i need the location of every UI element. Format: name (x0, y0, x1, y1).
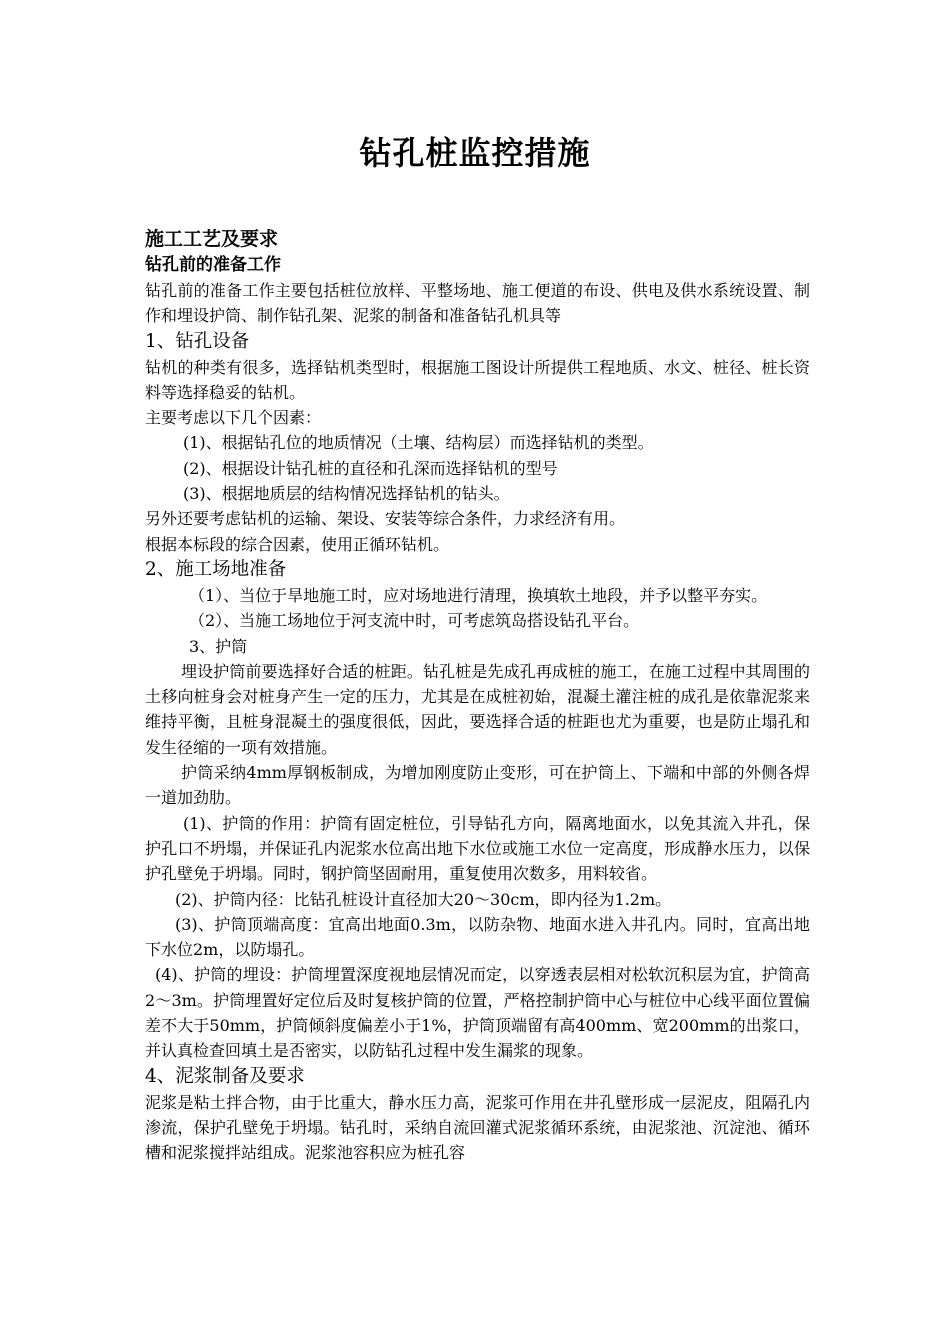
section-heading: 施工工艺及要求 (145, 228, 279, 250)
document-title: 钻孔桩监控措施 (359, 134, 591, 172)
subsection-heading: 钻孔前的准备工作 (145, 255, 281, 275)
heading-drilling-equipment: 1、钻孔设备 (145, 330, 250, 352)
paragraph: 埋设护筒前要选择好合适的桩距。钻孔桩是先成孔再成桩的施工，在施工过程中其周围的土移向桩身会对桩身产生一定的压力，尤其是在成桩初始，混凝土灌注桩的成孔是依靠泥浆来维持平衡，且桩身混凝土的强度很低，因此，要选择合适的桩距也尤为重要，也是防止塌孔和发生径缩的一项有效措施。 (145, 661, 810, 757)
paragraph: 钻孔前的准备工作主要包括桩位放样、平整场地、施工便道的布设、供电及供水系统设置、制作和埋设护筒、制作钻孔架、泥浆的制备和准备钻孔机具等 (145, 281, 810, 326)
document-body (145, 226, 810, 1166)
list-item: (4)、护筒的埋设：护筒埋置深度视地层情况而定，以穿透表层相对松软沉积层为宜，护筒高2～3m。护筒埋置好定位后及时复核护筒的位置，严格控制护筒中心与桩位中心线平面位置偏差不大于50mm，护筒倾斜度偏差小于1%，护筒顶端留有高400mm、宽200mm的出浆口，并认真检查回填土是否密实，以防钻孔过程中发生漏浆的现象。 (145, 965, 810, 1061)
paragraph: 钻机的种类有很多，选择钻机类型时，根据施工图设计所提供工程地质、水文、桩径、桩长资料等选择稳妥的钻机。 (145, 357, 810, 402)
paragraph: 根据本标段的综合因素，使用正循环钻机。 (145, 534, 450, 554)
paragraph: 主要考虑以下几个因素： (145, 408, 322, 428)
paragraph: 另外还要考虑钻机的运输、架设、安装等综合条件，力求经济有用。 (145, 509, 626, 529)
list-item: (3)、护筒顶端高度：宜高出地面0.3m，以防杂物、地面水进入井孔内。同时，宜高出地下水位2m，以防塌孔。 (145, 914, 810, 960)
heading-casing: 3、护筒 (189, 636, 248, 656)
list-item: (2)、根据设计钻孔桩的直径和孔深而选择钻机的型号 (183, 458, 558, 478)
paragraph: 护筒采纳4mm厚钢板制成，为增加刚度防止变形，可在护筒上、下端和中部的外侧各焊一道加劲肋。 (145, 763, 810, 808)
list-item: (2)、护筒内径：比钻孔桩设计直径加大20～30cm，即内径为1.2m。 (175, 889, 672, 909)
heading-mud-preparation: 4、泥浆制备及要求 (145, 1065, 305, 1087)
list-item: (3)、根据地质层的结构情况选择钻机的钻头。 (183, 484, 510, 504)
heading-site-preparation: 2、施工场地准备 (145, 558, 287, 580)
list-item: (1)、根据钻孔位的地质情况（土壤、结构层）而选择钻机的类型。 (183, 433, 654, 453)
list-item: （1）、当位于旱地施工时，应对场地进行清理，换填软土地段，并予以整平夯实。 (189, 585, 768, 605)
list-item: （2）、当施工场地位于河支流中时，可考虑筑岛搭设钻孔平台。 (189, 611, 640, 631)
paragraph: 泥浆是粘土拌合物，由于比重大，静水压力高，泥浆可作用在井孔壁形成一层泥皮，阻隔孔内渗流，保护孔壁免于坍塌。钻孔时，采纳自流回灌式泥浆循环系统，由泥浆池、沉淀池、循环槽和泥浆搅拌站组成。泥浆池容积应为桩孔容 (145, 1092, 810, 1163)
list-item: (1)、护筒的作用：护筒有固定桩位，引导钻孔方向，隔离地面水，以免其流入井孔，保护孔口不坍塌，并保证孔内泥浆水位高出地下水位或施工水位一定高度，形成静水压力，以保护孔壁免于坍塌。同时，钢护筒坚固耐用，重复使用次数多，用料较省。 (145, 813, 810, 884)
